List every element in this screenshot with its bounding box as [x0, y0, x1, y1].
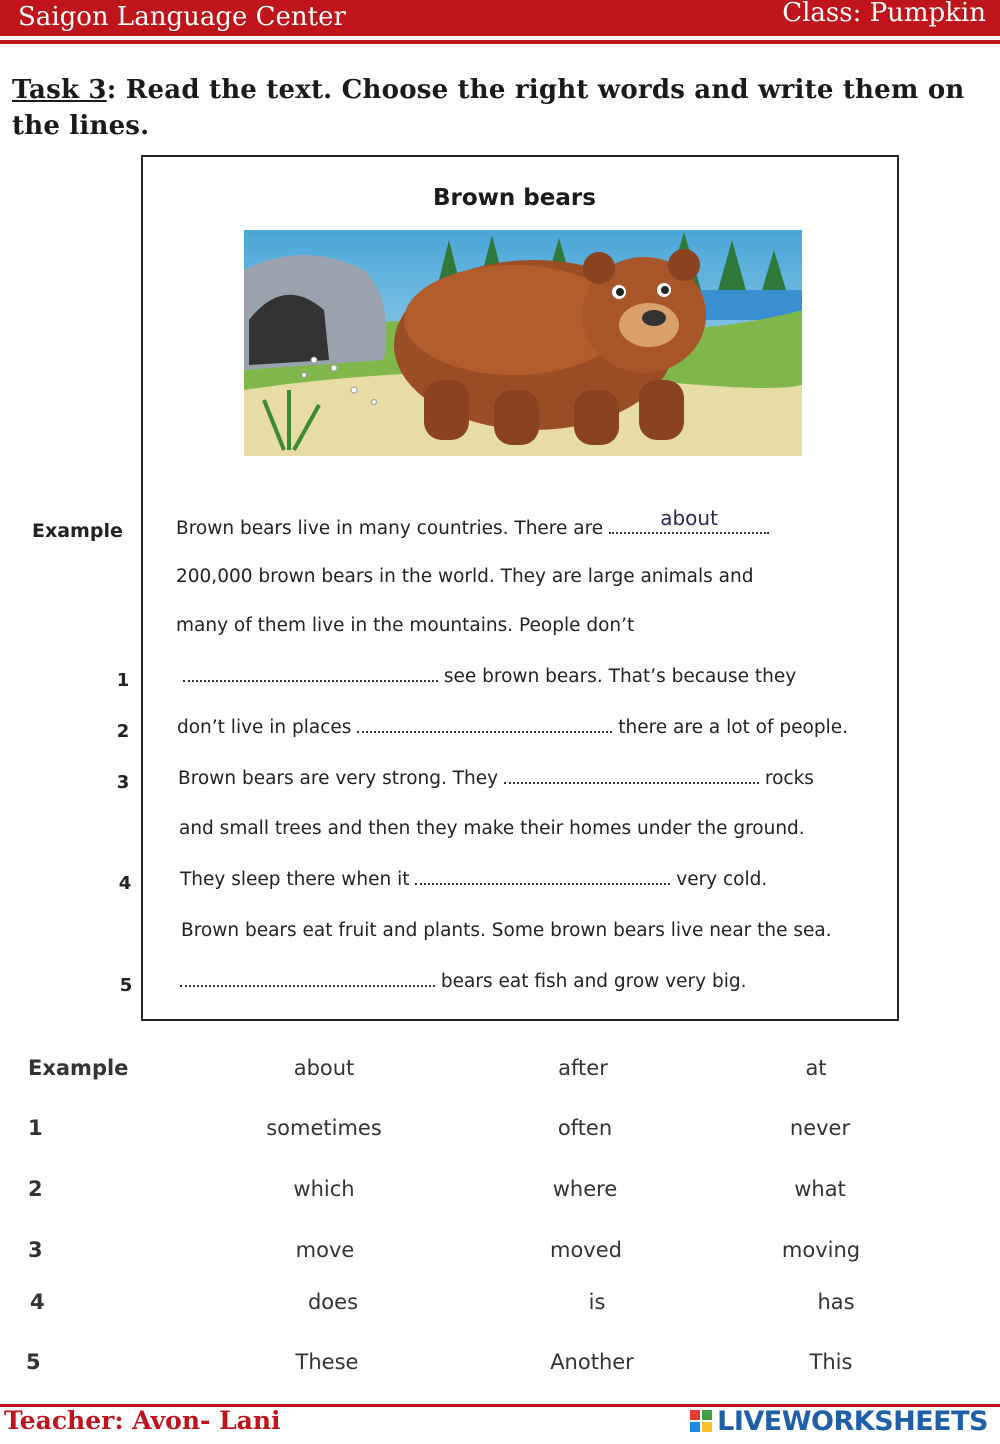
option-row-label: 2 — [28, 1177, 43, 1201]
option-choice[interactable]: does — [307, 1290, 359, 1314]
teacher-name: Teacher: Avon- Lani — [4, 1406, 281, 1435]
liveworksheets-logo-icon — [690, 1410, 712, 1432]
option-choice[interactable]: sometimes — [266, 1116, 382, 1140]
header-bar — [0, 0, 1000, 36]
option-row-label: 4 — [30, 1290, 45, 1314]
option-choice[interactable]: after — [558, 1056, 608, 1080]
class-name: Class: Pumpkin — [782, 0, 986, 28]
option-row-label: 3 — [28, 1238, 43, 1262]
example-answer-blank[interactable] — [609, 506, 769, 534]
option-choice[interactable]: has — [817, 1290, 855, 1314]
answer-blank-2[interactable] — [357, 717, 612, 733]
task-number: Task 3 — [12, 75, 107, 105]
option-choice[interactable]: which — [293, 1177, 355, 1201]
question-number: 2 — [116, 721, 130, 742]
passage-line: Brown bears live in many countries. There are about — [176, 518, 769, 539]
answer-blank-5[interactable] — [180, 971, 435, 987]
task-instruction — [12, 72, 987, 144]
task-text: : Read the text. Choose the right words and write them on the lines. — [12, 75, 965, 141]
example-answer: about — [660, 506, 718, 530]
passage-line: Brown bears are very strong. They rocks — [178, 768, 814, 789]
option-choice[interactable]: is — [588, 1290, 606, 1314]
option-row-label: Example — [28, 1056, 129, 1080]
brown-bear-illustration — [244, 230, 802, 456]
passage-line: and small trees and then they make their homes under the ground. — [179, 818, 805, 839]
passage-line: Brown bears eat fruit and plants. Some brown bears live near the sea. — [181, 920, 832, 941]
passage-line: see brown bears. That’s because they — [183, 666, 796, 687]
option-choice[interactable]: at — [805, 1056, 827, 1080]
option-choice[interactable]: These — [295, 1350, 359, 1374]
option-choice[interactable]: Another — [550, 1350, 634, 1374]
example-label: Example — [32, 520, 123, 542]
passage-title: Brown bears — [433, 185, 596, 211]
question-number: 5 — [119, 975, 133, 996]
option-row-label: 1 — [28, 1116, 43, 1140]
option-choice[interactable]: moved — [550, 1238, 622, 1262]
answer-blank-4[interactable] — [415, 869, 670, 885]
option-choice[interactable]: This — [809, 1350, 853, 1374]
header-divider — [0, 40, 1000, 44]
answer-blank-3[interactable] — [504, 768, 759, 784]
passage-line: don’t live in places there are a lot of people. — [177, 717, 848, 738]
option-choice[interactable]: moving — [781, 1238, 861, 1262]
passage-line: many of them live in the mountains. People don’t — [176, 615, 635, 636]
option-choice[interactable]: what — [794, 1177, 846, 1201]
liveworksheets-brand[interactable]: LIVEWORKSHEETS — [717, 1406, 988, 1437]
option-choice[interactable]: often — [557, 1116, 613, 1140]
passage-line: bears eat fish and grow very big. — [180, 971, 746, 992]
passage-line: They sleep there when it very cold. — [180, 869, 768, 890]
school-name: Saigon Language Center — [18, 2, 346, 32]
question-number: 1 — [116, 670, 130, 691]
answer-blank-1[interactable] — [183, 666, 438, 682]
option-choice[interactable]: never — [789, 1116, 851, 1140]
passage-line: 200,000 brown bears in the world. They are large animals and — [176, 566, 754, 587]
option-row-label: 5 — [26, 1350, 41, 1374]
question-number: 4 — [118, 873, 132, 894]
option-choice[interactable]: about — [293, 1056, 355, 1080]
option-choice[interactable]: where — [552, 1177, 618, 1201]
question-number: 3 — [116, 772, 130, 793]
option-choice[interactable]: move — [295, 1238, 355, 1262]
